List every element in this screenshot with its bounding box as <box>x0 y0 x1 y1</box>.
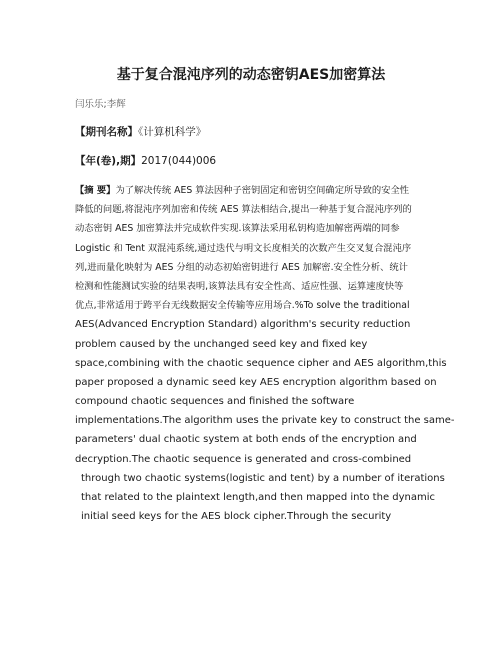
abstract-line: AES(Advanced Encryption Standard) algorithm's security reduction <box>75 319 411 331</box>
journal-label: 【期刊名称】 <box>75 126 138 138</box>
abstract-line: 列,进而量化映射为 AES 分组的动态初始密钥进行 AES 加解密.安全性分析、统计 <box>75 261 408 273</box>
abstract-line: implementations.The algorithm uses the private key to construct the same- <box>75 415 455 427</box>
abstract-line: parameters' dual chaotic system at both ends of the encryption and <box>75 434 417 446</box>
abstract-line: 【摘 要】为了解决传统 AES 算法因种子密钥固定和密钥空间确定所导致的安全性 <box>75 185 410 196</box>
abstract-line: compound chaotic sequences and finished the software <box>75 396 355 408</box>
abstract-label: 【摘 要】 <box>75 185 116 196</box>
abstract-line: that related to the plaintext length,and then mapped into the dynamic <box>81 492 436 503</box>
authors: 闫乐乐;李辉 <box>75 99 126 110</box>
paper-title: 基于复合混沌序列的动态密钥AES加密算法 <box>116 67 386 83</box>
abstract-line: 降低的问题,将混沌序列加密和传统 AES 算法相结合,提出一种基于复合混沌序列的 <box>75 204 412 216</box>
issue-label: 【年(卷),期】 <box>75 155 142 167</box>
abstract-line: through two chaotic systems(logistic and tent) by a number of iterations <box>81 472 445 484</box>
abstract-line: 检测和性能测试实验的结果表明,该算法具有安全性高、适应性强、运算速度快等 <box>75 280 404 292</box>
abstract-line: space,combining with the chaotic sequence cipher and AES algorithm,this <box>75 357 447 369</box>
abstract-line: initial seed keys for the AES block cipher.Through the security <box>81 511 392 523</box>
abstract-line: problem caused by the unchanged seed key and fixed key <box>75 338 368 350</box>
abstract-line: decryption.The chaotic sequence is generated and cross-combined <box>75 453 412 465</box>
abstract-line: 优点,非常适用于跨平台无线数据安全传输等应用场合.%To solve the traditional <box>75 300 410 312</box>
journal-row <box>75 124 206 139</box>
abstract <box>75 181 455 526</box>
abstract-line: paper proposed a dynamic seed key AES encryption algorithm based on <box>75 376 437 388</box>
abstract-line: 动态密钥 AES 加密算法并完成软件实现.该算法采用私钥构造加解密两端的同参 <box>75 223 400 235</box>
abstract-line: Logistic 和 Tent 双混沌系统,通过迭代与明文长度相关的次数产生交叉复合混沌序 <box>75 242 412 254</box>
journal-value: 《计算机科学》 <box>138 126 207 138</box>
issue-value: 2017(044)006 <box>141 155 217 167</box>
issue-row <box>75 153 216 168</box>
